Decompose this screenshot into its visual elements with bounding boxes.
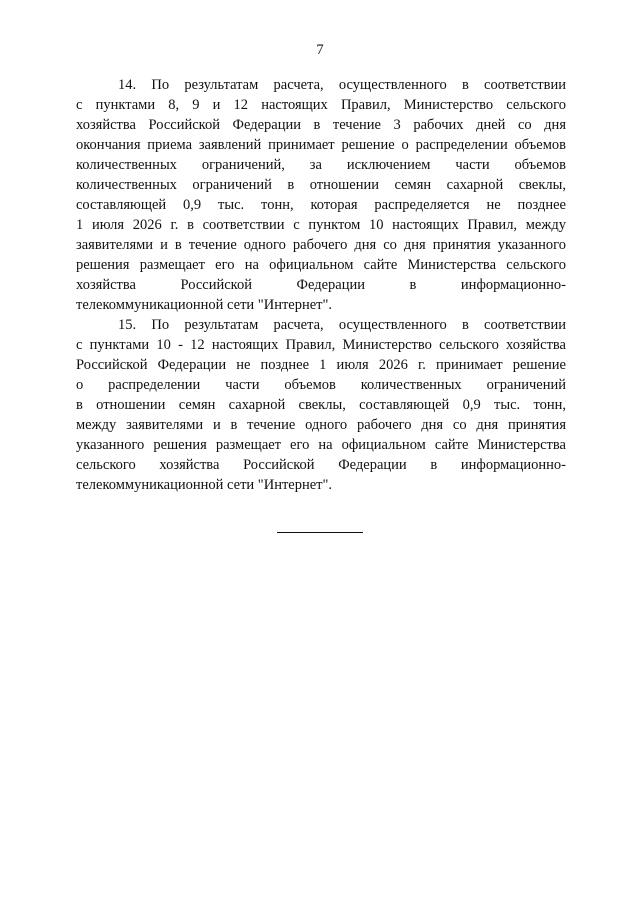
- document-body: [76, 75, 566, 495]
- text-line: окончания приема заявлений принимает решение о распределении объемов: [76, 137, 566, 153]
- text-line: решения размещает его на официальном сайте Министерства сельского: [76, 257, 566, 273]
- text-line: 15. По результатам расчета, осуществленного в соответствии: [118, 317, 566, 333]
- text-line: в отношении семян сахарной свеклы, составляющей 0,9 тыс. тонн,: [76, 397, 566, 413]
- text-line: сельского хозяйства Российской Федерации в информационно-: [76, 457, 566, 473]
- text-line: количественных ограничений в отношении семян сахарной свеклы,: [76, 177, 566, 193]
- text-line: хозяйства Российской Федерации в информационно-: [76, 277, 566, 293]
- text-line: составляющей 0,9 тыс. тонн, которая распределяется не позднее: [76, 197, 566, 213]
- text-line: заявителями и в течение одного рабочего дня со дня принятия указанного: [76, 237, 566, 253]
- text-line: 14. По результатам расчета, осуществленного в соответствии: [118, 77, 566, 93]
- text-line: количественных ограничений, за исключением части объемов: [76, 157, 566, 173]
- text-line: Российской Федерации не позднее 1 июля 2026 г. принимает решение: [76, 357, 566, 373]
- paragraph-15: [76, 315, 566, 495]
- paragraph-14: [76, 75, 566, 315]
- end-of-document-rule: [277, 532, 363, 533]
- text-line: о распределении части объемов количественных ограничений: [76, 377, 566, 393]
- text-line: телекоммуникационной сети "Интернет".: [76, 477, 333, 493]
- text-line: хозяйства Российской Федерации в течение 3 рабочих дней со дня: [76, 117, 566, 133]
- text-line: между заявителями и в течение одного рабочего дня со дня принятия: [76, 417, 566, 433]
- text-line: 1 июля 2026 г. в соответствии с пунктом 10 настоящих Правил, между: [76, 217, 566, 233]
- text-line: с пунктами 10 - 12 настоящих Правил, Министерство сельского хозяйства: [76, 337, 566, 353]
- text-line: телекоммуникационной сети "Интернет".: [76, 297, 333, 313]
- text-line: указанного решения размещает его на официальном сайте Министерства: [76, 437, 566, 453]
- text-line: с пунктами 8, 9 и 12 настоящих Правил, Министерство сельского: [76, 97, 566, 113]
- page-number: 7: [316, 42, 324, 58]
